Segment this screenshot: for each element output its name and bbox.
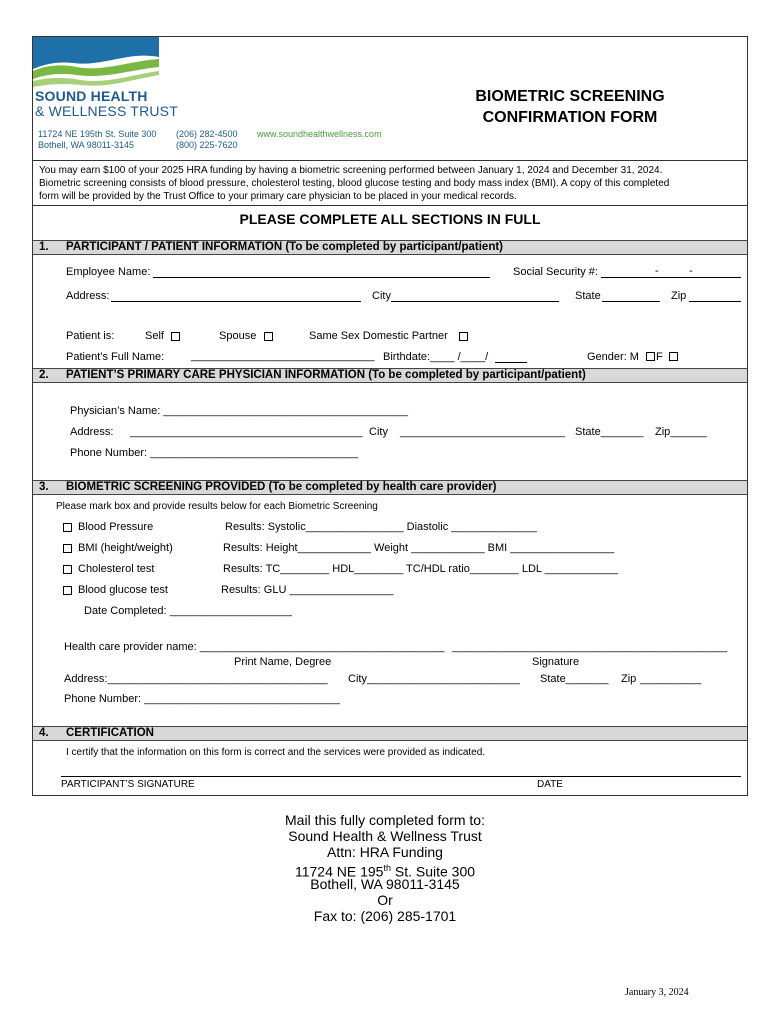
spouse-label: Spouse	[219, 330, 257, 342]
physician-zip-field[interactable]: Zip______	[655, 426, 707, 438]
mail-line1: Mail this fully completed form to:	[285, 812, 485, 828]
provider-city-field[interactable]: City_________________________	[348, 673, 520, 685]
ssn-dash: -	[689, 265, 693, 277]
form-title-line2: CONFIRMATION FORM	[482, 109, 658, 126]
cholesterol-label: Cholesterol test	[78, 563, 155, 575]
gender-f-checkbox[interactable]	[669, 352, 678, 361]
address-label: Address:	[66, 290, 110, 302]
physician-city-field[interactable]: ___________________________	[400, 426, 566, 438]
provider-zip-field[interactable]: __________	[640, 673, 702, 685]
section4-number: 4.	[39, 727, 49, 739]
provider-name-field[interactable]: Health care provider name: ________________________________________	[64, 641, 445, 653]
org-website-link[interactable]: www.soundhealthwellness.com	[257, 129, 382, 139]
org-phone2: (800) 225-7620	[176, 140, 238, 150]
section2-number: 2.	[39, 369, 49, 381]
state-field[interactable]	[602, 290, 660, 302]
glucose-checkbox[interactable]	[63, 586, 72, 595]
date-caption: DATE	[537, 779, 563, 790]
partner-label: Same Sex Domestic Partner	[309, 330, 448, 342]
ssn-label: Social Security #:	[513, 266, 598, 278]
section3-header	[33, 480, 747, 495]
intro-line1: You may earn $100 of your 2025 HRA funding by having a biometric screening performed between January 1, 2024 and December 31, 2024.	[39, 165, 663, 176]
section1-title: PARTICIPANT / PATIENT INFORMATION (To be completed by participant/patient)	[66, 241, 503, 253]
self-checkbox[interactable]	[171, 332, 180, 341]
org-address-line1: 11724 NE 195th St. Suite 300	[38, 129, 157, 139]
org-name-line2: & WELLNESS TRUST	[35, 103, 178, 119]
mail-line4-suite: St. Suite 300	[390, 863, 476, 880]
divider	[33, 160, 747, 161]
certification-statement: I certify that the information on this form is correct and the services were provided as indicated.	[66, 747, 486, 758]
ssn-field[interactable]	[601, 266, 741, 278]
instruction-heading: PLEASE COMPLETE ALL SECTIONS IN FULL	[239, 211, 541, 227]
form-title-line1: BIOMETRIC SCREENING	[475, 88, 665, 105]
full-name-label: Patient’s Full Name:	[66, 351, 165, 363]
employee-name-label: Employee Name:	[66, 266, 151, 278]
section4-header	[33, 726, 747, 741]
cholesterol-checkbox[interactable]	[63, 565, 72, 574]
mail-line4-sup: th	[383, 863, 391, 873]
glucose-label: Blood glucose test	[78, 584, 168, 596]
provider-state-field[interactable]: State_______	[540, 673, 609, 685]
signature-line[interactable]	[61, 776, 741, 777]
org-phone1: (206) 282-4500	[176, 129, 238, 139]
footer-date: January 3, 2024	[625, 987, 689, 998]
full-name-field[interactable]: ______________________________	[191, 350, 375, 362]
section1-number: 1.	[39, 241, 49, 253]
gender-m-checkbox[interactable]	[646, 352, 655, 361]
blood-pressure-results[interactable]: Results: Systolic________________ Diastolic ______________	[225, 521, 537, 533]
provider-signature-field[interactable]: _____________________________________________	[452, 641, 728, 653]
blood-pressure-checkbox[interactable]	[63, 523, 72, 532]
birthdate-year-field[interactable]	[495, 351, 527, 363]
divider	[33, 205, 747, 206]
org-address-line2: Bothell, WA 98011-3145	[38, 140, 135, 150]
mail-line5: Bothell, WA 98011-3145	[310, 876, 460, 892]
gender-label: Gender: M	[587, 351, 639, 363]
signature-caption: Signature	[532, 656, 580, 668]
participant-signature-caption: PARTICIPANT’S SIGNATURE	[61, 779, 195, 790]
blood-pressure-label: Blood Pressure	[78, 521, 154, 533]
zip-field[interactable]	[689, 290, 741, 302]
screening-instruction: Please mark box and provide results below for each Biometric Screening	[56, 501, 378, 512]
spouse-checkbox[interactable]	[264, 332, 273, 341]
city-field[interactable]	[391, 290, 559, 302]
intro-line3: form will be provided by the Trust Office to your primary care physician to be placed in your medical records.	[39, 191, 517, 202]
employee-name-field[interactable]	[153, 266, 490, 278]
provider-address-field[interactable]: Address:____________________________________	[64, 673, 328, 685]
birthdate-label: Birthdate:____ /____/	[383, 351, 489, 363]
org-name-line1: SOUND HEALTH	[35, 88, 148, 104]
bmi-label: BMI (height/weight)	[78, 542, 173, 554]
physician-address-field[interactable]: ______________________________________	[130, 426, 363, 438]
state-label: State	[575, 290, 601, 302]
physician-city-label: City	[369, 426, 388, 438]
physician-name-field[interactable]: Physician’s Name: ________________________________________	[70, 405, 409, 417]
mail-line3: Attn: HRA Funding	[327, 844, 443, 860]
gender-f-label: F	[656, 351, 663, 363]
physician-phone-field[interactable]: Phone Number: __________________________________	[70, 447, 359, 459]
physician-state-field[interactable]: State_______	[575, 426, 644, 438]
date-completed-field[interactable]: Date Completed: ____________________	[84, 605, 292, 617]
ssn-dash: -	[655, 265, 659, 277]
bmi-checkbox[interactable]	[63, 544, 72, 553]
section2-header	[33, 368, 747, 383]
section1-header	[33, 240, 747, 255]
cholesterol-results[interactable]: Results: TC________ HDL________ TC/HDL ratio________ LDL ____________	[223, 563, 619, 575]
glucose-results[interactable]: Results: GLU _________________	[221, 584, 394, 596]
zip-label: Zip	[671, 290, 687, 302]
print-name-caption: Print Name, Degree	[234, 656, 332, 668]
bmi-results[interactable]: Results: Height____________ Weight ____________ BMI _________________	[223, 542, 615, 554]
provider-zip-label: Zip	[621, 673, 637, 685]
section3-number: 3.	[39, 481, 49, 493]
mail-line7: Fax to: (206) 285-1701	[313, 908, 457, 924]
patient-is-label: Patient is:	[66, 330, 115, 342]
section4-title: CERTIFICATION	[66, 727, 154, 739]
intro-line2: Biometric screening consists of blood pressure, cholesterol testing, blood glucose testing and body mass index (BMI). A copy of this completed	[39, 178, 670, 189]
city-label: City	[372, 290, 391, 302]
section2-title: PATIENT’S PRIMARY CARE PHYSICIAN INFORMATION (To be completed by participant/patient)	[66, 369, 586, 381]
physician-address-label: Address:	[70, 426, 114, 438]
mail-line4-street: 11724 NE 195	[294, 863, 384, 880]
self-label: Self	[145, 330, 164, 342]
mail-line6: Or	[377, 892, 393, 908]
provider-phone-field[interactable]: Phone Number: ________________________________	[64, 693, 340, 705]
section3-title: BIOMETRIC SCREENING PROVIDED (To be completed by health care provider)	[66, 481, 497, 493]
wave-logo-icon	[33, 37, 159, 93]
address-field[interactable]	[111, 290, 361, 302]
partner-checkbox[interactable]	[459, 332, 468, 341]
mail-line2: Sound Health & Wellness Trust	[288, 828, 482, 844]
